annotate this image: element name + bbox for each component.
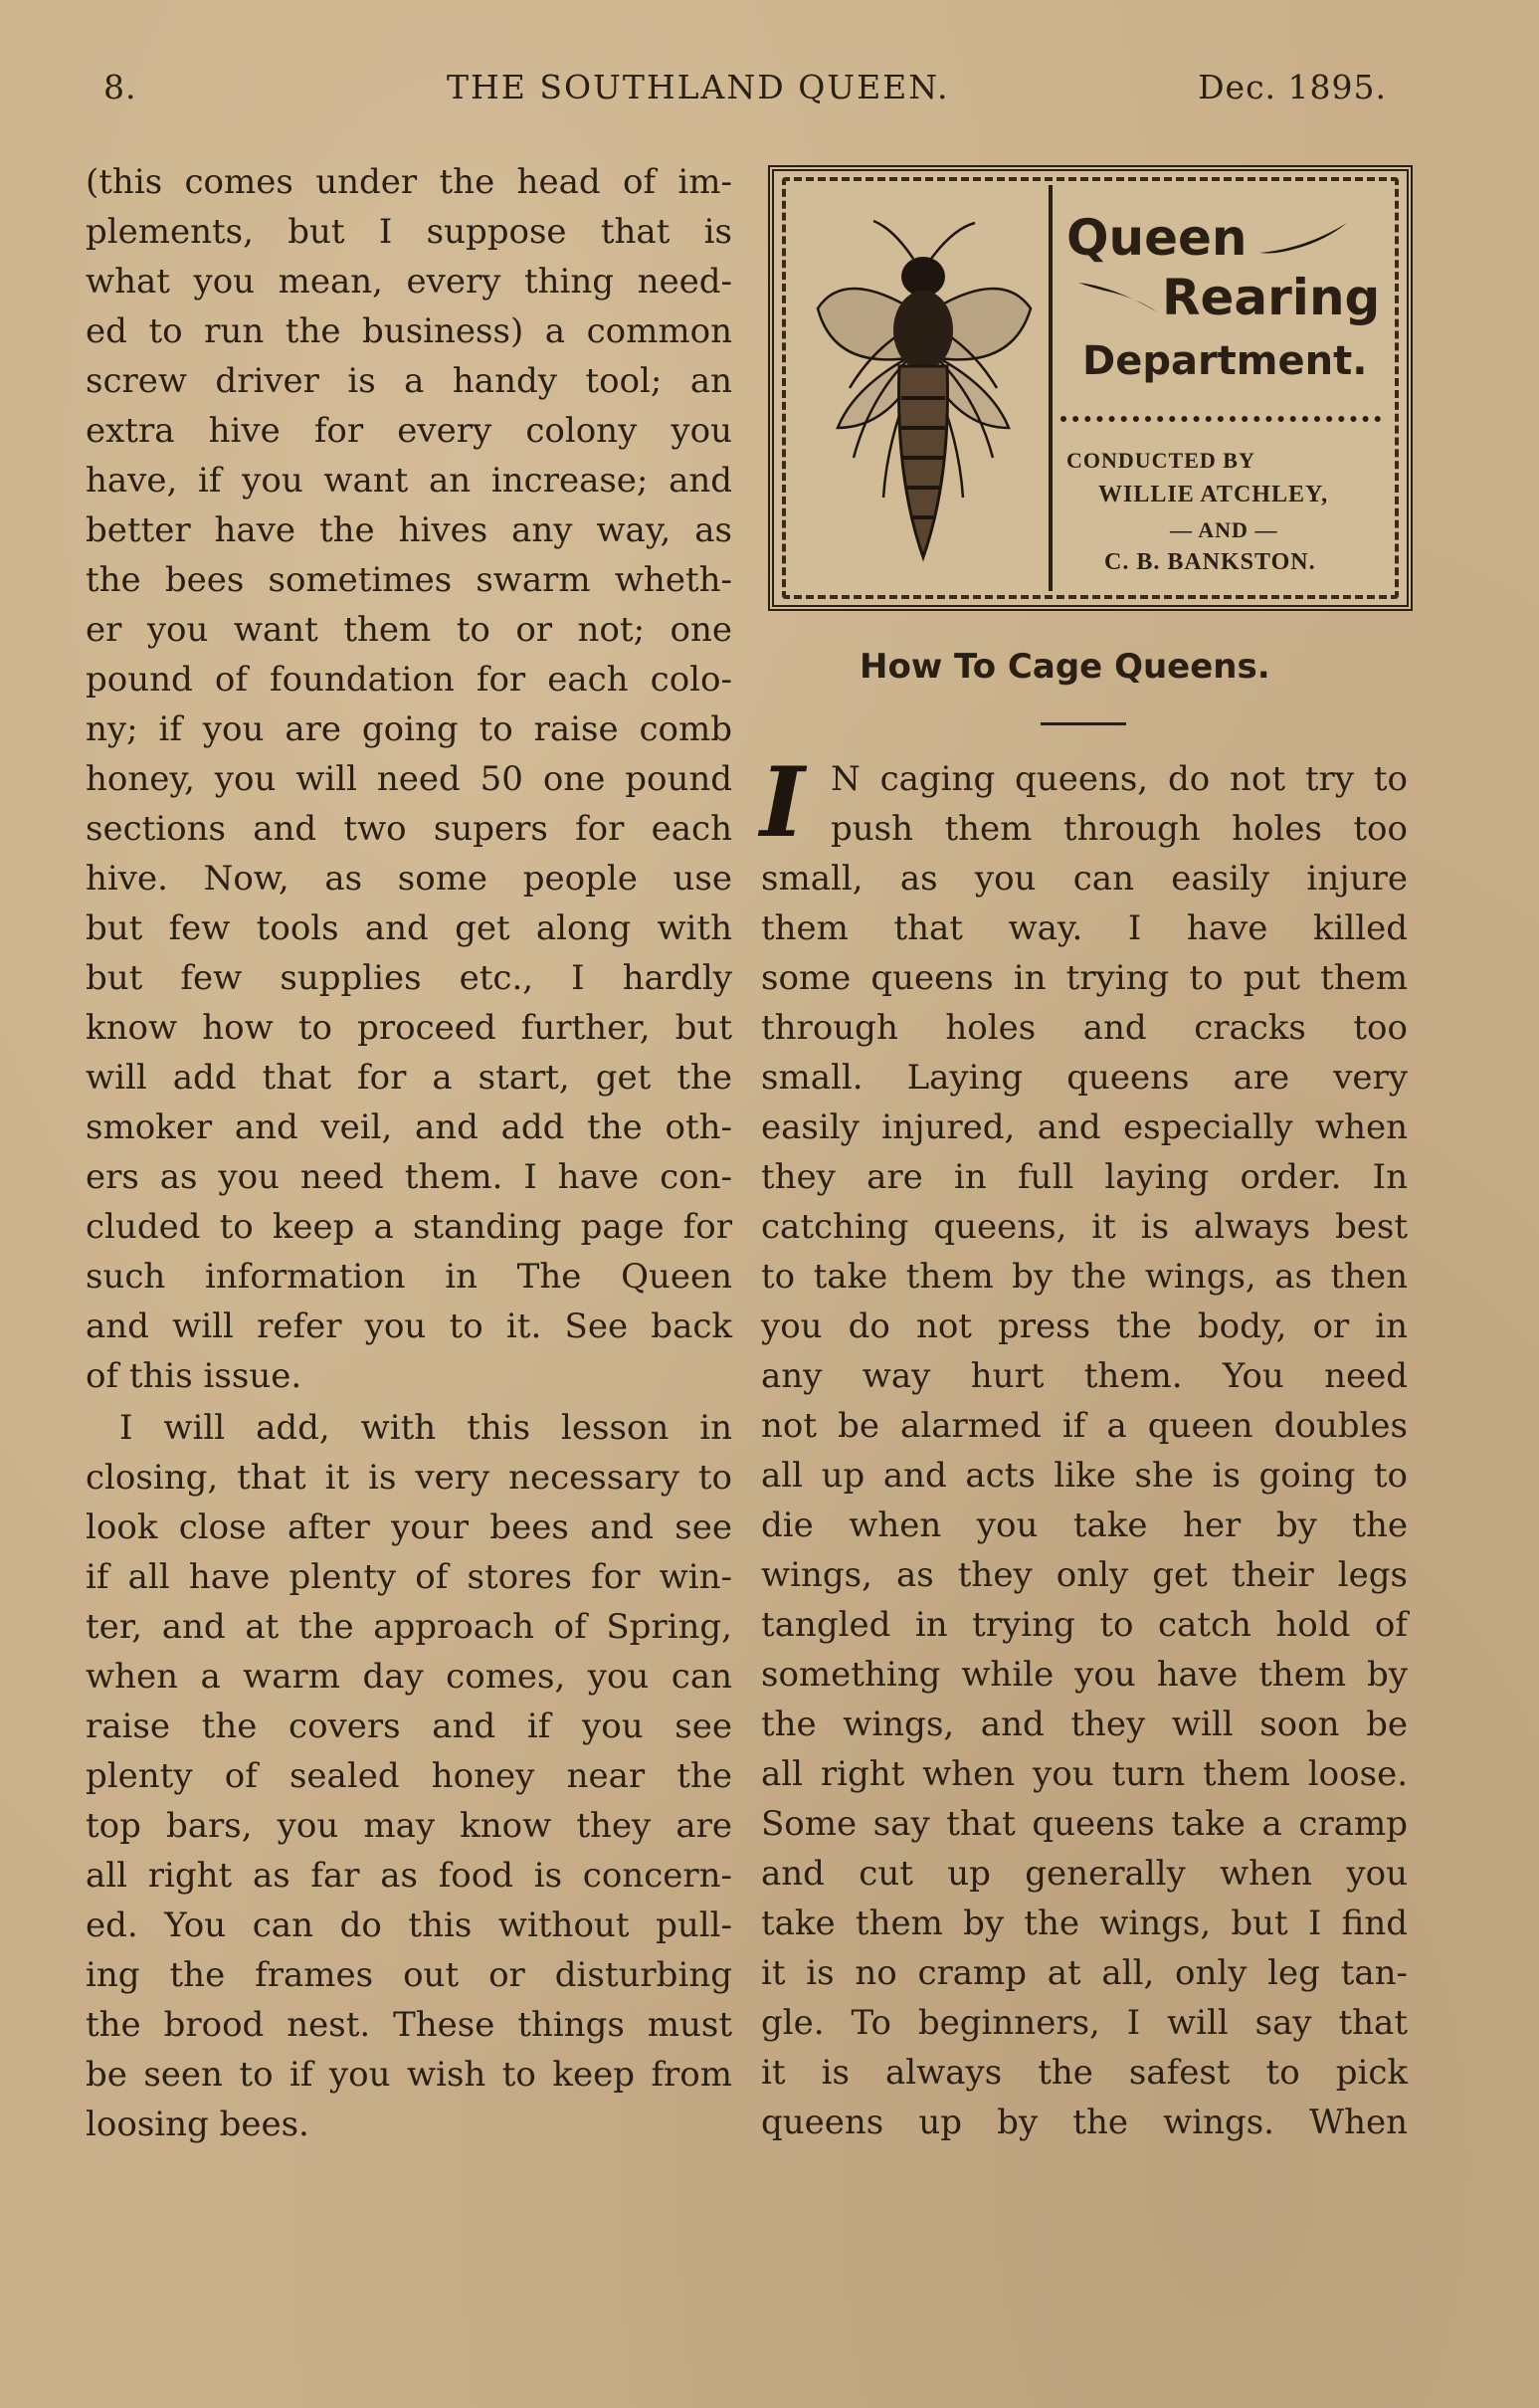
text-line: take them by the wings, but I find: [761, 1904, 1408, 1943]
text-line: ny; if you are going to raise comb: [86, 709, 732, 749]
text-line: plements, but I suppose that is: [86, 212, 732, 252]
text-line: small. Laying queens are very: [761, 1058, 1408, 1098]
dotted-rule: [1060, 416, 1381, 430]
text-line: to take them by the wings, as then: [761, 1257, 1408, 1297]
text-line: Some say that queens take a cramp: [761, 1804, 1408, 1844]
text-line: wings, as they only get their legs: [761, 1555, 1408, 1595]
text-line: all up and acts like she is going to: [761, 1456, 1408, 1496]
text-line: know how to proceed further, but: [86, 1008, 732, 1048]
text-line: you do not press the body, or in: [761, 1306, 1408, 1346]
text-line: ers as you need them. I have con-: [86, 1157, 732, 1197]
conducted-by-label: CONDUCTED BY: [1066, 448, 1255, 473]
text-line: top bars, you may know they are: [86, 1806, 732, 1846]
department-title-line2: Rearing: [1162, 269, 1381, 326]
text-line: better have the hives any way, as: [86, 510, 732, 550]
text-line: er you want them to or not; one: [86, 610, 732, 650]
text-line: ed to run the business) a common: [86, 311, 732, 351]
text-line: not be alarmed if a queen doubles: [761, 1406, 1408, 1446]
text-line: ed. You can do this without pull-: [86, 1906, 732, 1945]
department-title-line3: Department.: [1082, 338, 1368, 384]
text-line: sections and two supers for each: [86, 809, 732, 849]
text-line: pound of foundation for each colo-: [86, 660, 732, 700]
text-line: easily injured, and especially when: [761, 1107, 1408, 1147]
text-line: such information in The Queen: [86, 1257, 732, 1297]
text-line: and will refer you to it. See back: [86, 1306, 732, 1346]
text-line: cluded to keep a standing page for: [86, 1207, 732, 1247]
text-line: gle. To beginners, I will say that: [761, 2003, 1408, 2043]
text-line: all right as far as food is concern-: [86, 1856, 732, 1896]
text-line: the wings, and they will soon be: [761, 1705, 1408, 1744]
text-line: die when you take her by the: [761, 1505, 1408, 1545]
publication-title: THE SOUTHLAND QUEEN.: [447, 68, 950, 106]
drop-cap: I: [760, 746, 805, 859]
heading-rule: [1041, 722, 1126, 725]
text-line: but few supplies etc., I hardly: [86, 958, 732, 998]
issue-date: Dec. 1895.: [1198, 68, 1387, 106]
left-paragraph-2: [86, 1403, 732, 2149]
text-line: will add that for a start, get the: [86, 1058, 732, 1098]
department-title-line1: Queen: [1066, 209, 1248, 267]
text-line: tangled in trying to catch hold of: [761, 1605, 1408, 1645]
swash-ornament: [1255, 219, 1351, 259]
right-column: [760, 746, 1408, 2147]
text-line: push them through holes too: [831, 809, 1408, 849]
text-line: through holes and cracks too: [761, 1008, 1408, 1048]
left-column: [86, 157, 732, 2149]
text-line: be seen to if you wish to keep from: [86, 2055, 732, 2095]
text-line: look close after your bees and see: [86, 1507, 732, 1547]
banner-divider: [1049, 185, 1053, 591]
and-label: — AND —: [1170, 517, 1278, 542]
text-line: smoker and veil, and add the oth-: [86, 1107, 732, 1147]
text-line: them that way. I have killed: [761, 908, 1408, 948]
bee-illustration: [804, 199, 1043, 567]
running-header: [103, 68, 1387, 117]
text-line: but few tools and get along with: [86, 908, 732, 948]
text-line: the brood nest. These things must: [86, 2005, 732, 2045]
text-line: if all have plenty of stores for win-: [86, 1557, 732, 1597]
text-line: ing the frames out or disturbing: [86, 1955, 732, 1995]
text-line: something while you have them by: [761, 1655, 1408, 1695]
text-line: closing, that it is very necessary to: [86, 1458, 732, 1498]
text-line: plenty of sealed honey near the: [86, 1756, 732, 1796]
text-line: loosing bees.: [86, 2105, 309, 2144]
text-line: hive. Now, as some people use: [86, 859, 732, 899]
text-line: the bees sometimes swarm wheth-: [86, 560, 732, 600]
text-line: it is always the safest to pick: [761, 2053, 1408, 2093]
text-line: raise the covers and if you see: [86, 1706, 732, 1746]
text-line: small, as you can easily injure: [761, 859, 1408, 899]
editor-name: C. B. BANKSTON.: [1104, 549, 1316, 575]
text-line: catching queens, it is always best: [761, 1207, 1408, 1247]
text-line: what you mean, every thing need-: [86, 262, 732, 301]
text-line: screw driver is a handy tool; an: [86, 361, 732, 401]
text-line: have, if you want an increase; and: [86, 461, 732, 501]
text-line: I will add, with this lesson in: [119, 1408, 732, 1448]
editor-name: WILLIE ATCHLEY,: [1098, 482, 1329, 507]
text-line: honey, you will need 50 one pound: [86, 759, 732, 799]
text-line: some queens in trying to put them: [761, 958, 1408, 998]
text-line: queens up by the wings. When: [761, 2103, 1408, 2142]
text-line: they are in full laying order. In: [761, 1157, 1408, 1197]
text-line: any way hurt them. You need: [761, 1356, 1408, 1396]
text-line: all right when you turn them loose.: [761, 1754, 1408, 1794]
text-line: N caging queens, do not try to: [831, 759, 1408, 799]
article-heading: How To Cage Queens.: [860, 647, 1270, 687]
text-line: ter, and at the approach of Spring,: [86, 1607, 732, 1647]
text-line: of this issue.: [86, 1356, 302, 1396]
text-line: (this comes under the head of im-: [86, 162, 732, 202]
text-line: extra hive for every colony you: [86, 411, 732, 451]
text-line: when a warm day comes, you can: [86, 1657, 732, 1697]
swash-ornament: [1074, 277, 1162, 316]
text-line: it is no cramp at all, only leg tan-: [761, 1953, 1408, 1993]
left-paragraph-1: [86, 157, 732, 1401]
text-line: and cut up generally when you: [761, 1854, 1408, 1894]
page-number: 8.: [103, 68, 137, 106]
